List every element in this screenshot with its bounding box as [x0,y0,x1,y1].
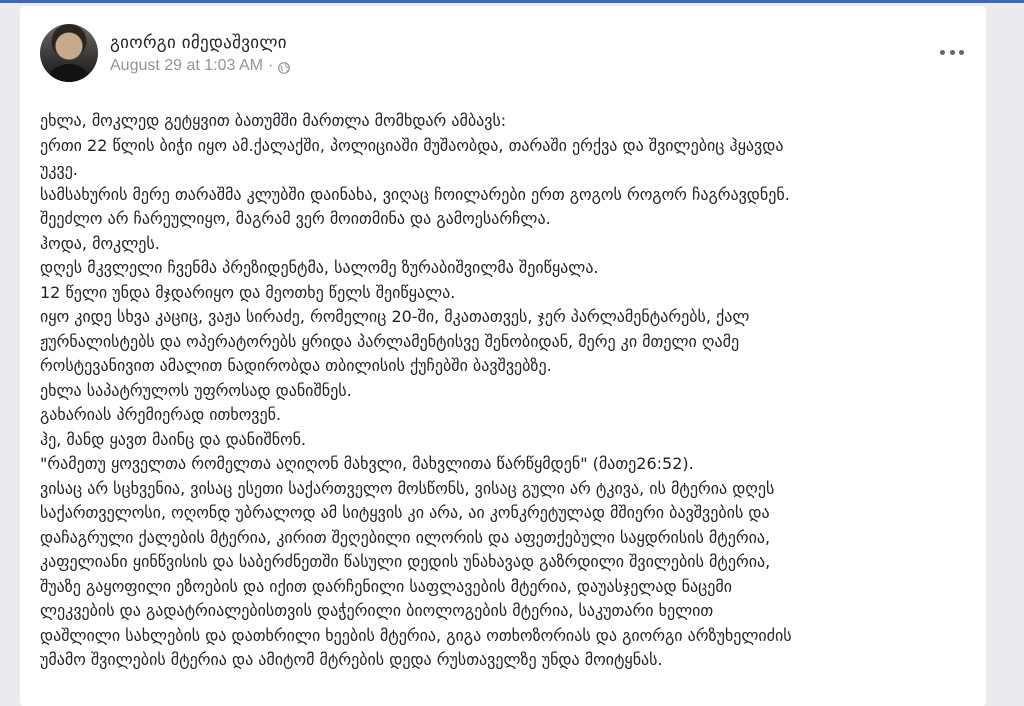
post-text-line: დღეს მკვლელი ჩვენმა პრეზიდენტმა, სალომე ზურაბიშვილმა შეიწყალა. [40,258,599,277]
post-text-line: დაშლილი სახლების და დათხრილი ხეების მტერია, გიგა ოთხოზორიას და გიორგი არზუხელიძის [40,625,792,645]
globe-icon[interactable] [278,60,290,72]
post-text-line: ეხლა საპატრულოს უფროსად დანიშნეს. [40,380,352,400]
post-text-line: დაჩაგრული ქალების მტერია, კირით შეღებილი ილორის და აფეთქებული საყდრისის მტერია, [40,527,771,547]
post-text-line: ჰე, მანდ ყავთ მაინც და დანიშნონ. [40,429,307,449]
post-text-line: უკვე. [40,160,78,179]
more-horizontal-icon [940,50,945,55]
post-text-line: ჟურნალისტებს და ოპერატორებს ყრიდა პარლამენტისვე შენობიდან, მერე კი მთელი ღამე [40,331,740,351]
post-body [40,109,980,673]
post-timestamp[interactable]: August 29 at 1:03 AM [110,57,263,74]
post-text-line: "რამეთუ ყოველთა რომელთა აღიღონ მახვლი, მახვლითა წარწყმდენ" (მათე26:52). [40,454,694,473]
more-options-button[interactable] [940,44,964,60]
post-text-line: შეეძლო არ ჩარეულიყო, მაგრამ ვერ მოითმინა და გამოესარჩლა. [40,209,551,228]
more-horizontal-icon [950,50,955,55]
post-text-line: ერთი 22 წლის ბიჭი იყო ამ.ქალაქში, პოლიციაში მუშაობდა, თარაში ერქვა და შვილებიც ჰყავდა [40,135,784,155]
post-text-line: საქართველოსი, ოღონდ უბრალოდ ამ სიტყვის კი არა, აი კონკრეტულად მშიერი ბავშვების და [40,503,770,522]
post-text-line: ვისაც არ სცხვენია, ვისაც ესეთი საქართველო მოსწონს, ვისაც გული არ ტკივა, ის მტერია დღეს [40,478,775,498]
post-text-line: კაფელიანი ყინწვისის და საბერძნეთში წასული დედის უნახავად გაზრდილი შვილების მტერია, [40,552,771,571]
avatar[interactable] [40,24,98,82]
post-header-text [110,30,290,76]
author-name[interactable]: გიორგი იმედაშვილი [110,33,287,53]
post-meta [110,56,290,76]
more-horizontal-icon [959,50,964,55]
post-text-line: 12 წელი უნდა მჯდარიყო და მეოთხე წელს შეიწყალა. [40,282,456,302]
top-nav-strip [0,0,1024,3]
post-text-line: შუაზე გაყოფილი ეზოების და იქით დარჩენილი საფლავების მტერია, დაუასჯელად ნაცემი [40,576,733,596]
post-text-line: სამსახურის მერე თარაშმა კლუბში დაინახა, ვიღაც ჩოილარები ერთ გოგოს როგორ ჩაგრავდნენ. [40,184,790,204]
post-header [40,24,290,82]
post-card [20,6,986,706]
post-text-line: გახარიას პრემიერად ითხოვენ. [40,405,282,424]
post-text-line: უმამო შვილების მტერია და ამიტომ მტრების დედა რუსთაველზე უნდა მოიტყნას. [40,650,663,669]
post-text-line: ჰოდა, მოკლეს. [40,233,160,253]
post-text-line: როსტევანივით ამალით ნადირობდა თბილისის ქუჩებში ბავშვებზე. [40,356,552,375]
post-text-line: ეხლა, მოკლედ გეტყვით ბათუმში მართლა მომხდარ ამბავს: [40,111,507,130]
post-text-line: ლეკვების და გადატრიალებისთვის დაჭერილი ბიოლოგების მტერია, საკუთარი ხელით [40,601,714,620]
post-text-line: იყო კიდე სხვა კაციც, ვაჟა სირაძე, რომელიც 20-ში, მკათათვეს, ჯერ პარლამენტარებს, ქალ [40,307,750,326]
meta-separator: · [268,57,274,74]
